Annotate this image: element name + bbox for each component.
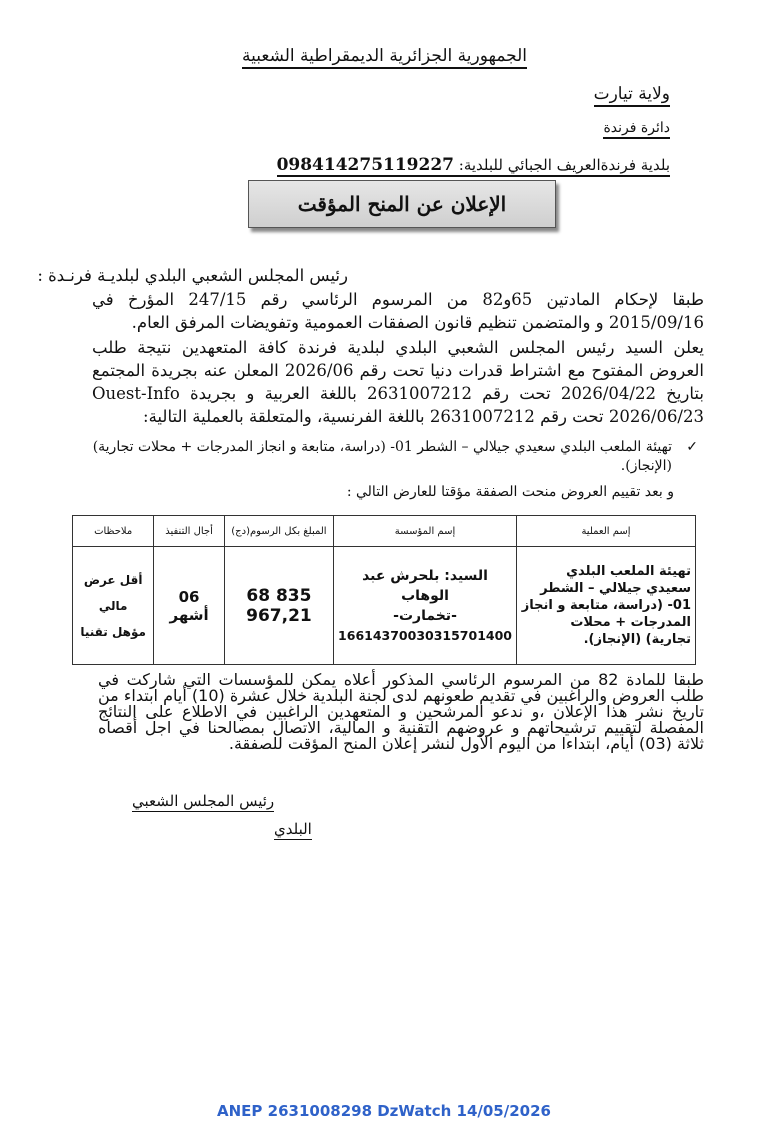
republic-name: الجمهورية الجزائرية الديمقراطية الشعبية (242, 46, 527, 69)
header-amount: المبلغ بكل الرسوم(دج) (224, 516, 333, 547)
cell-remarks (73, 547, 154, 665)
intro-line-text: رئيس المجلس الشعبي البلدي لبلديـة فرنـدة : (37, 266, 348, 285)
header-duration: أجال التنفيذ (154, 516, 225, 547)
operation-check-item (92, 438, 698, 476)
announcement-title-box (248, 180, 556, 228)
commune-header (277, 155, 670, 177)
award-intro-line (347, 483, 674, 502)
signature-line-1: رئيس المجلس الشعبي (132, 792, 275, 810)
institution-name: السيد: بلحرش عبد الوهاب (362, 567, 488, 604)
commune-prefix: بلدية فرندةالعريف الجبائي للبلدية: (458, 156, 670, 174)
signature-subtitle (274, 820, 312, 838)
daira-header (603, 120, 670, 136)
cell-institution (334, 547, 517, 665)
header-remarks: ملاحظات (73, 516, 154, 547)
header-operation: إسم العملية (517, 516, 696, 547)
intro-paragraph-1 (92, 288, 704, 334)
header-institution: إسم المؤسسة (334, 516, 517, 547)
table-header-row (73, 516, 696, 547)
table-row (73, 547, 696, 665)
intro-paragraph-2-text: يعلن السيد رئيس المجلس الشعبي البلدي لبلدية فرندة كافة المتعهدين نتيجة طلب العروض المفتوح مع اشتراط قدرات دنيا تحت رقم 2026/06 المعلن عنه بجريدة المجتمع بتاريخ 2026/04/22 تحت رقم 2631007212 باللغة العربية و بجريدة Ouest-Info 2026/06/23 تحت رقم 2631007212 باللغة الفرنسية، والمتعلقة بالعملية التالية: (92, 338, 704, 426)
award-intro-text: و بعد تقييم العروض منحت الصفقة مؤقتا للعارض التالي : (346, 484, 674, 500)
cell-operation: تهيئة الملعب البلدي سعيدي جيلالي – الشطر 01- (دراسة، متابعة و انجاز المدرجات + محلات تجارية) (الإنجاز). (517, 547, 696, 665)
remarks-line-2: مؤهل تقنيا (80, 624, 146, 639)
signature-title (132, 792, 274, 810)
signature-line-2: البلدي (274, 820, 312, 838)
award-table (72, 515, 696, 665)
remarks-line-1: أقل عرض مالي (83, 572, 143, 613)
daira-name: دائرة فرندة (603, 120, 670, 139)
wilaya-header (594, 84, 670, 104)
intro-paragraph-1-text: طبقا لإحكام المادتين 65و82 من المرسوم الرئاسي رقم 247/15 المؤرخ في 2015/09/16 و والمتضمن تنظيم قانون الصفقات العمومية وتفويضات المرفق العام. (92, 290, 704, 332)
cell-amount: 68 835 967,21 (224, 547, 333, 665)
intro-paragraph-2 (92, 336, 704, 428)
republic-header (242, 46, 527, 66)
announcement-title: الإعلان عن المنح المؤقت (297, 192, 507, 216)
institution-type: -تخمارت- (393, 607, 457, 624)
cell-duration: 06 أشهر (154, 547, 225, 665)
institution-nif: 16614370030315701400 (338, 627, 512, 643)
intro-line (37, 264, 348, 287)
wilaya-name: ولاية تيارت (594, 84, 670, 107)
check-mark-icon: ✓ (686, 439, 698, 455)
closing-paragraph-text: طبقا للمادة 82 من المرسوم الرئاسي المذكور أعلاه يمكن للمؤسسات التي شاركت في طلب العروض والراغبين في تقديم طعونهم لدى لجنة البلدية خلال عشرة (10) أيام ابتداء من تاريخ نشر هذا الإعلان ،و ندعو المرشحين و المتعهدين الراغبين في الاطلاع على النتائج المفصلة لتقييم ترشيحاتهم و عروضهم التقنية و المالية، الاتصال بمصالحنا في اجل أقصاه ثلاثة (03) أيام، ابتداءا من اليوم الأول لنشر إعلان المنح المؤقت للصفقة. (98, 670, 704, 753)
commune-nif: 098414275119227 (276, 155, 454, 175)
check-item-text: تهيئة الملعب البلدي سعيدي جيلالي – الشطر 01- (دراسة، متابعة و انجاز المدرجات + محلات تجارية) (الإنجاز). (92, 439, 672, 474)
closing-paragraph (98, 672, 704, 752)
footer-reference: ANEP 2631008298 DzWatch 14/05/2026 (217, 1102, 551, 1120)
